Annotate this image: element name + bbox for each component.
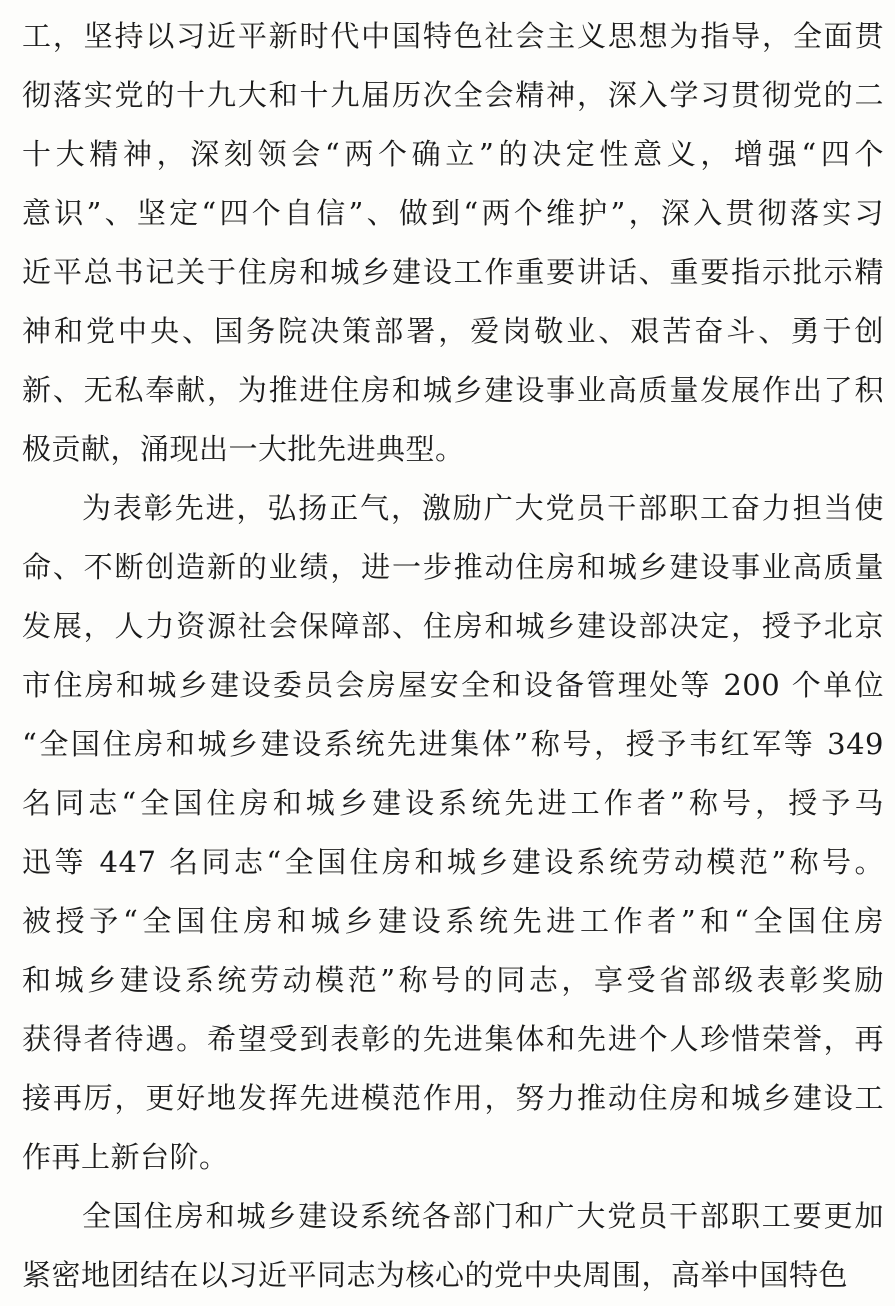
- text-line: 获得者待遇。希望受到表彰的先进集体和先进个人珍惜荣誉，再: [22, 1022, 884, 1056]
- text-line: 极贡献，涌现出一大批先进典型。: [22, 432, 465, 466]
- text-line: 新、无私奉献，为推进住房和城乡建设事业高质量发展作出了积: [22, 373, 884, 407]
- text-line: 命、不断创造新的业绩，进一步推动住房和城乡建设事业高质量: [22, 550, 884, 584]
- text-line: 近平总书记关于住房和城乡建设工作重要讲话、重要指示批示精: [22, 255, 884, 289]
- text-line: 名同志“全国住房和城乡建设系统先进工作者”称号，授予马: [22, 786, 884, 820]
- text-line: “全国住房和城乡建设系统先进集体”称号，授予韦红军等 349: [22, 727, 884, 761]
- text-line: 和城乡建设系统劳动模范”称号的同志，享受省部级表彰奖励: [22, 963, 884, 997]
- text-line: 接再厉，更好地发挥先进模范作用，努力推动住房和城乡建设工: [22, 1081, 884, 1115]
- text-line: 作再上新台阶。: [22, 1140, 229, 1174]
- text-line: 为表彰先进，弘扬正气，激励广大党员干部职工奋力担当使: [82, 491, 884, 525]
- text-line: 被授予“全国住房和城乡建设系统先进工作者”和“全国住房: [22, 904, 884, 938]
- text-line: 十大精神，深刻领会“两个确立”的决定性意义，增强“四个: [22, 137, 884, 171]
- text-line: 全国住房和城乡建设系统各部门和广大党员干部职工要更加: [82, 1199, 884, 1233]
- text-line: 市住房和城乡建设委员会房屋安全和设备管理处等 200 个单位: [22, 668, 884, 702]
- text-line: 紧密地团结在以习近平同志为核心的党中央周围，高举中国特色: [22, 1258, 849, 1292]
- text-line: 迅等 447 名同志“全国住房和城乡建设系统劳动模范”称号。: [22, 845, 884, 879]
- text-line: 工，坚持以习近平新时代中国特色社会主义思想为指导，全面贯: [22, 19, 884, 53]
- text-line: 发展，人力资源社会保障部、住房和城乡建设部决定，授予北京: [22, 609, 884, 643]
- text-line: 彻落实党的十九大和十九届历次全会精神，深入学习贯彻党的二: [22, 78, 884, 112]
- text-line: 意识”、坚定“四个自信”、做到“两个维护”，深入贯彻落实习: [22, 196, 884, 230]
- text-line: 神和党中央、国务院决策部署，爱岗敬业、艰苦奋斗、勇于创: [22, 314, 884, 348]
